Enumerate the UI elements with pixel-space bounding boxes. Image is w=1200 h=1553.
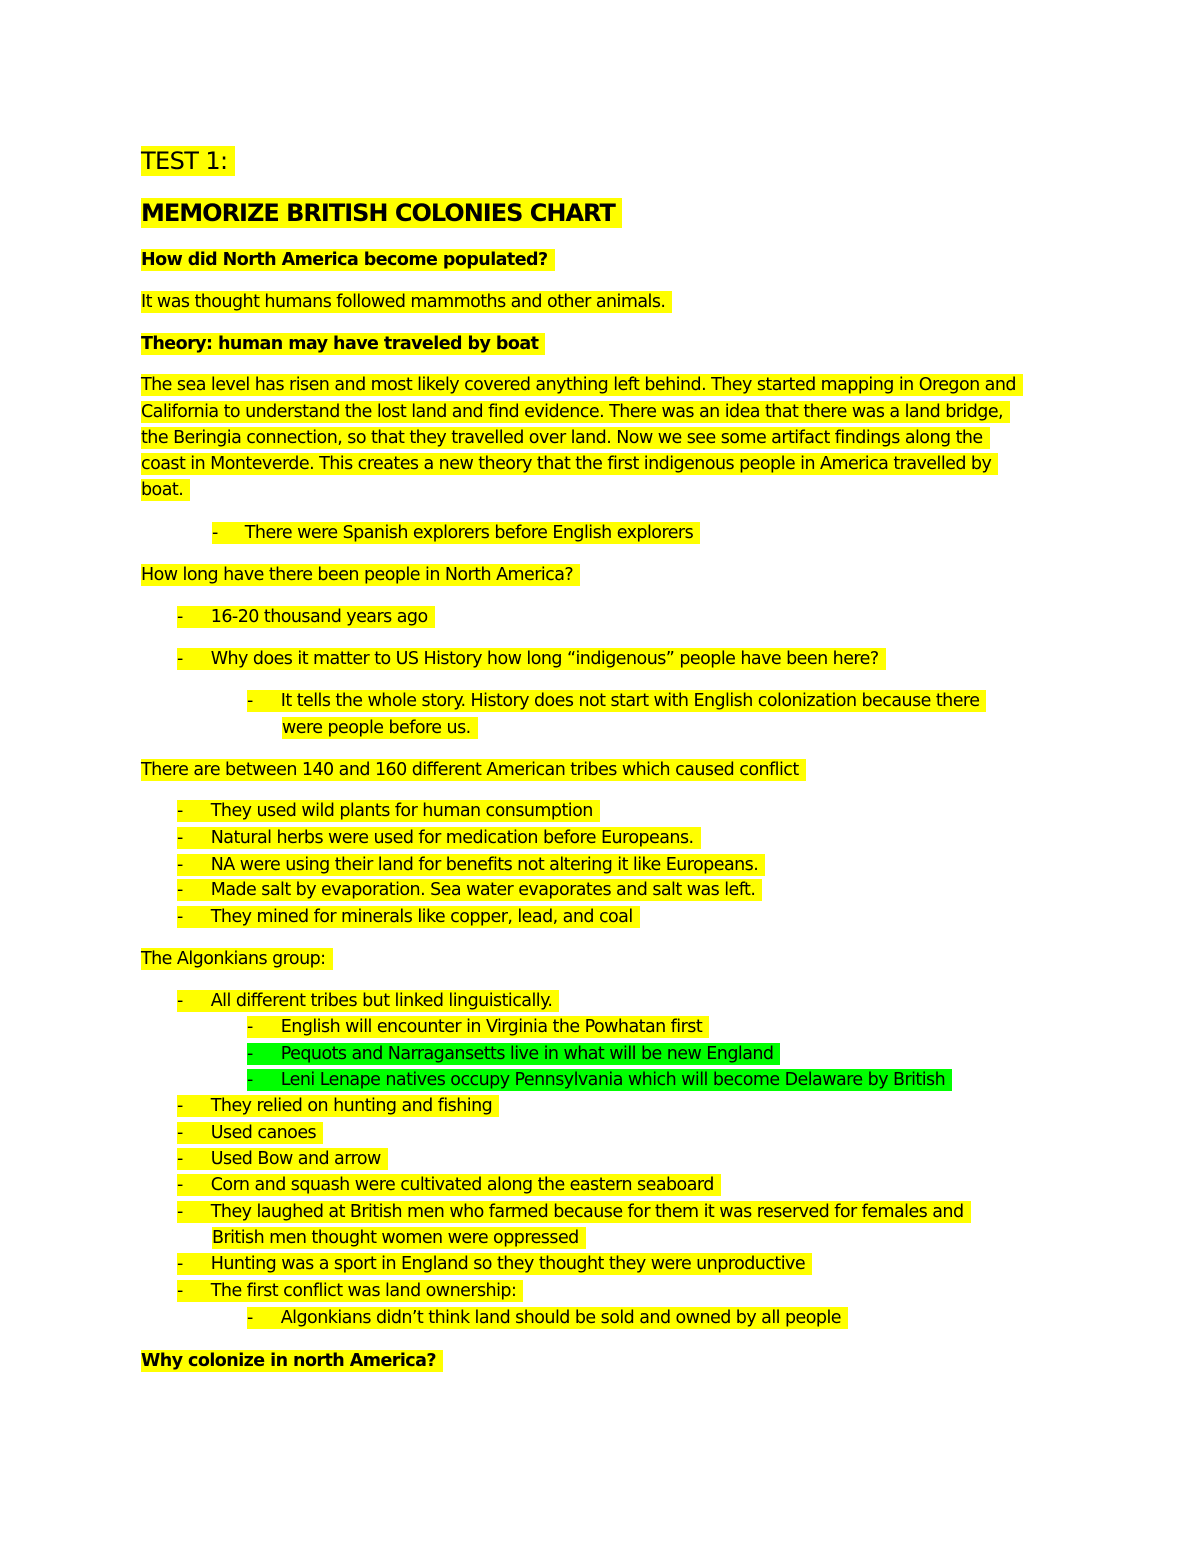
bullet-dash: - (247, 1017, 253, 1037)
question-populated: How did North America become populated? (141, 247, 555, 273)
sub-bullet-whole-story: - It tells the whole story. History does not start with English colonization because there (247, 688, 986, 714)
list-item: - They used wild plants for human consumption (177, 798, 600, 824)
bullet-dash: - (177, 1254, 183, 1274)
bullet-dash: - (177, 649, 183, 669)
bullet-dash: - (247, 691, 253, 711)
bullet-dash: - (212, 523, 218, 543)
list-item: - Used canoes (177, 1120, 323, 1146)
bullet-dash: - (177, 828, 183, 848)
bullet-dash: - (247, 1308, 253, 1328)
sub-list-item-green: - Pequots and Narragansetts live in what will be new England (247, 1041, 780, 1067)
mammoths-paragraph: It was thought humans followed mammoths and other animals. (141, 289, 672, 315)
list-item: - Made salt by evaporation. Sea water evaporates and salt was left. (177, 877, 762, 903)
list-item: - All different tribes but linked linguistically. (177, 988, 559, 1014)
list-item: - The first conflict was land ownership: (177, 1278, 523, 1304)
tribes-paragraph: There are between 140 and 160 different American tribes which caused conflict (141, 757, 806, 783)
bullet-dash: - (177, 880, 183, 900)
bullet-spanish-explorers: - There were Spanish explorers before English explorers (212, 520, 700, 546)
list-item: - Corn and squash were cultivated along the eastern seaboard (177, 1172, 721, 1198)
bullet-dash: - (177, 991, 183, 1011)
bullet-dash: - (177, 607, 183, 627)
question-how-long: How long have there been people in North America? (141, 562, 580, 588)
bullet-dash: - (177, 1096, 183, 1116)
sea-level-line-2: California to understand the lost land and find evidence. There was an idea that there was a land bridge, (141, 399, 1010, 425)
bullet-dash: - (247, 1070, 253, 1090)
list-item: - Hunting was a sport in England so they thought they were unproductive (177, 1251, 812, 1277)
sub-bullet-whole-story-cont: were people before us. (282, 715, 478, 741)
list-item: - Natural herbs were used for medication before Europeans. (177, 825, 701, 851)
bullet-dash: - (177, 1149, 183, 1169)
bullet-dash: - (177, 801, 183, 821)
bullet-dash: - (177, 1175, 183, 1195)
bullet-dash: - (177, 855, 183, 875)
list-item: - NA were using their land for benefits not altering it like Europeans. (177, 852, 765, 878)
sub-list-item: - Algonkians didn’t think land should be sold and owned by all people (247, 1305, 848, 1331)
memorize-heading: MEMORIZE BRITISH COLONIES CHART (141, 197, 622, 229)
sea-level-line-4: coast in Monteverde. This creates a new theory that the first indigenous people in America travelled by (141, 451, 998, 477)
bullet-years-ago: - 16-20 thousand years ago (177, 604, 435, 630)
sub-list-item: - English will encounter in Virginia the Powhatan first (247, 1014, 709, 1040)
bullet-dash: - (177, 1281, 183, 1301)
algonkians-heading: The Algonkians group: (141, 946, 333, 972)
test-title: TEST 1: (141, 145, 235, 177)
sub-list-item-green: - Leni Lenape natives occupy Pennsylvania which will become Delaware by British (247, 1067, 952, 1093)
sea-level-line-5: boat. (141, 477, 190, 503)
bullet-dash: - (177, 907, 183, 927)
sea-level-line-3: the Beringia connection, so that they travelled over land. Now we see some artifact findings along the (141, 425, 990, 451)
list-item-cont: British men thought women were oppressed (212, 1225, 586, 1251)
theory-boat-heading: Theory: human may have traveled by boat (141, 331, 545, 357)
list-item: - They relied on hunting and fishing (177, 1093, 499, 1119)
why-colonize-heading: Why colonize in north America? (141, 1348, 443, 1374)
list-item: - They mined for minerals like copper, lead, and coal (177, 904, 640, 930)
list-item: - Used Bow and arrow (177, 1146, 388, 1172)
list-item: - They laughed at British men who farmed because for them it was reserved for females and (177, 1199, 971, 1225)
bullet-dash: - (177, 1202, 183, 1222)
bullet-dash: - (247, 1044, 253, 1064)
bullet-why-matter: - Why does it matter to US History how long “indigenous” people have been here? (177, 646, 886, 672)
sea-level-line-1: The sea level has risen and most likely covered anything left behind. They started mapping in Oregon and (141, 372, 1023, 398)
bullet-dash: - (177, 1123, 183, 1143)
